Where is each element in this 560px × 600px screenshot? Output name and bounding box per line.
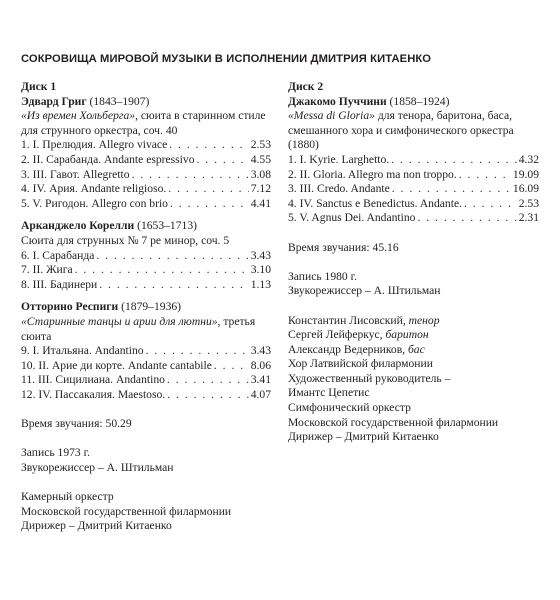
performer-line: Московской государственной филармонии xyxy=(21,504,232,518)
composer-heading xyxy=(21,219,271,234)
dot-leader xyxy=(167,373,249,388)
dot-leader xyxy=(459,168,511,183)
track-duration: 3.10 xyxy=(250,263,271,277)
performer-line: Дирижер – Дмитрий Китаенко xyxy=(21,519,172,533)
disc-1-column xyxy=(21,80,271,534)
track-duration: 1.13 xyxy=(250,277,271,291)
performer-role: , баритон xyxy=(379,328,429,342)
work-title-italic: «Messa di Gloria» xyxy=(288,109,375,123)
dot-leader xyxy=(197,153,249,168)
dot-leader xyxy=(75,263,249,278)
track-row xyxy=(21,359,271,374)
track-row xyxy=(21,168,271,183)
track-duration: 3.43 xyxy=(250,344,271,358)
track-duration: 3.41 xyxy=(250,373,271,387)
track-title: 3. III. Credo. Andante xyxy=(288,182,390,196)
sound-engineer: Звукорежиссер – А. Штильман xyxy=(288,284,441,298)
track-row xyxy=(288,153,539,168)
track-duration: 4.07 xyxy=(250,387,271,401)
track-title: 1. I. Kyrie. Larghetto. xyxy=(288,152,390,166)
performer-line xyxy=(288,343,539,358)
dot-leader xyxy=(464,197,517,212)
performer-line xyxy=(288,314,539,329)
track-duration: 3.43 xyxy=(250,248,271,262)
track-duration: 7.12 xyxy=(250,182,271,196)
work-title-rest: , третья сюита xyxy=(21,314,256,343)
composer-name: Эдвард Григ xyxy=(21,94,87,108)
work-description xyxy=(21,234,271,249)
composer-name: Арканджело Корелли xyxy=(21,219,135,233)
disc-1-label: Диск 1 xyxy=(21,80,57,93)
sound-engineer: Звукорежиссер – А. Штильман xyxy=(21,460,174,474)
track-duration: 16.09 xyxy=(512,182,539,196)
composer-years: (1858–1924) xyxy=(386,94,450,108)
track-row xyxy=(21,249,271,264)
composer-years: (1843–1907) xyxy=(86,94,150,108)
track-row xyxy=(288,211,539,226)
track-title: 10. II. Арие ди корте. Andante cantabile xyxy=(21,358,212,372)
track-title: 5. V. Ригодон. Allegro con brio xyxy=(21,196,168,210)
track-duration: 3.08 xyxy=(250,167,271,181)
track-duration: 4.41 xyxy=(250,196,271,210)
track-duration: 2.31 xyxy=(518,211,539,225)
dot-leader xyxy=(170,197,249,212)
track-duration: 4.32 xyxy=(518,152,539,166)
track-title: 11. III. Сицилиана. Andantino xyxy=(21,373,165,387)
performer-role: , тенор xyxy=(402,313,440,327)
work-title-italic: «Старинные танцы и арии для лютни» xyxy=(21,314,218,328)
track-row xyxy=(21,344,271,359)
performer-line xyxy=(288,328,539,343)
dot-leader xyxy=(391,153,517,168)
dot-leader xyxy=(167,388,249,403)
page-title: СОКРОВИЩА МИРОВОЙ МУЗЫКИ В ИСПОЛНЕНИИ ДМИТРИЯ КИТАЕНКО xyxy=(21,53,432,65)
track-row xyxy=(288,197,539,212)
dot-leader xyxy=(96,249,248,264)
performer-name: Московской государственной филармонии xyxy=(288,415,499,429)
track-row xyxy=(21,263,271,278)
work-description xyxy=(21,109,271,138)
track-row xyxy=(21,153,271,168)
track-title: 9. I. Итальяна. Andantino xyxy=(21,344,144,358)
composer-years: (1653–1713) xyxy=(134,219,197,233)
composer-years: (1879–1936) xyxy=(118,300,182,314)
dot-leader xyxy=(168,182,248,197)
work-title-italic: «Из времен Хольберга» xyxy=(21,109,136,123)
work-description xyxy=(21,315,271,344)
composer-heading xyxy=(21,300,271,315)
performer-line xyxy=(288,430,539,445)
track-row xyxy=(21,138,271,153)
performer-name: Константин Лисовский xyxy=(288,313,403,327)
composer-heading xyxy=(21,95,271,110)
performer-line xyxy=(288,386,539,401)
composer-heading xyxy=(288,95,539,110)
track-title: 3. III. Гавот. Allegretto xyxy=(21,167,130,181)
dot-leader xyxy=(214,359,249,374)
track-duration: 4.55 xyxy=(250,152,271,166)
track-row xyxy=(21,388,271,403)
track-title: 7. II. Жига xyxy=(21,263,73,277)
track-duration: 2.53 xyxy=(518,196,539,210)
dot-leader xyxy=(169,138,248,153)
performer-name: Сергей Лейферкус xyxy=(288,328,380,342)
track-title: 1. I. Прелюдия. Allegro vivace xyxy=(21,138,168,152)
track-title: 4. IV. Sanctus e Benedictus. Andante. xyxy=(288,196,462,210)
dot-leader xyxy=(417,211,516,226)
performer-name: Имантс Цепетис xyxy=(288,386,370,400)
track-duration: 2.53 xyxy=(250,138,271,152)
track-duration: 19.09 xyxy=(512,167,539,181)
composer-name: Отторино Респиги xyxy=(21,300,119,314)
track-title: 2. II. Сарабанда. Andante espressivo xyxy=(21,152,195,166)
dot-leader xyxy=(132,168,249,183)
performer-line: Камерный оркестр xyxy=(21,490,114,504)
total-duration: Время звучания: 50.29 xyxy=(21,417,132,431)
performer-name: Художественный руководитель – xyxy=(288,371,451,385)
performer-line xyxy=(288,416,539,431)
performer-role: , бас xyxy=(402,342,425,356)
performer-line xyxy=(288,357,539,372)
performer-name: Александр Ведерников xyxy=(288,342,403,356)
work-description xyxy=(288,109,539,153)
performer-name: Дирижер – Дмитрий Китаенко xyxy=(288,430,439,444)
track-title: 6. I. Сарабанда xyxy=(21,248,95,262)
track-title: 5. V. Agnus Dei. Andantino xyxy=(288,211,416,225)
track-title: 12. IV. Пассакалия. Maestoso. xyxy=(21,387,166,401)
work-title-rest: , сюита в старинном стиле для струнного оркестра, соч. 40 xyxy=(21,109,266,137)
performer-name: Хор Латвийской филармонии xyxy=(288,357,433,371)
track-row xyxy=(288,182,539,197)
performer-line xyxy=(288,372,539,387)
track-title: 4. IV. Ария. Andante religioso. xyxy=(21,182,167,196)
performer-line xyxy=(288,401,539,416)
track-row xyxy=(21,373,271,388)
composer-name: Джакомо Пуччини xyxy=(288,94,387,108)
recording-year: Запись 1980 г. xyxy=(288,269,357,283)
disc-2-label: Диск 2 xyxy=(288,80,324,93)
performer-name: Симфонический оркестр xyxy=(288,401,411,415)
disc-2-column xyxy=(288,80,539,445)
track-row xyxy=(21,197,271,212)
track-row xyxy=(288,168,539,183)
work-title-rest: Сюита для струнных № 7 ре минор, соч. 5 xyxy=(21,233,230,247)
dot-leader xyxy=(392,182,511,197)
track-row xyxy=(21,278,271,293)
dot-leader xyxy=(146,344,249,359)
track-row xyxy=(21,182,271,197)
track-title: 8. III. Бадинери xyxy=(21,277,98,291)
dot-leader xyxy=(99,278,248,293)
total-duration: Время звучания: 45.16 xyxy=(288,240,399,254)
recording-year: Запись 1973 г. xyxy=(21,446,90,460)
track-duration: 8.06 xyxy=(250,358,271,372)
track-title: 2. II. Gloria. Allegro ma non troppo. xyxy=(288,167,457,181)
work-title-rest: для тенора, баритона, баса, смешанного хора и симфонического оркестра (1880) xyxy=(288,109,514,152)
